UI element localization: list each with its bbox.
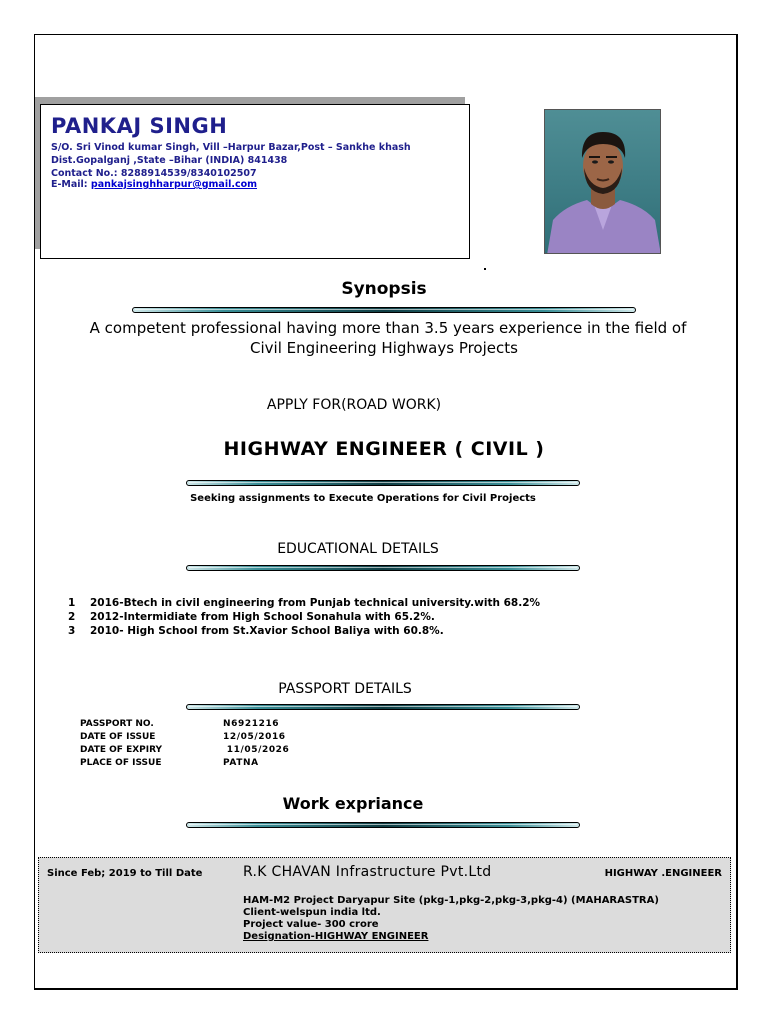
- list-item-number: 3: [68, 625, 76, 637]
- list-item-number: 1: [68, 597, 76, 609]
- profile-photo: [544, 109, 661, 254]
- work-period: Since Feb; 2019 to Till Date: [47, 868, 203, 879]
- list-item-number: 2: [68, 611, 76, 623]
- synopsis-line-2: Civil Engineering Highways Projects: [250, 339, 518, 357]
- work-role: HIGHWAY .ENGINEER: [604, 868, 722, 879]
- work-company: R.K CHAVAN Infrastructure Pvt.Ltd: [243, 864, 492, 880]
- email-label: E-Mail:: [51, 179, 88, 190]
- synopsis-heading: Synopsis: [341, 279, 427, 299]
- education-divider: [186, 565, 580, 571]
- synopsis-divider: [132, 307, 636, 313]
- passport-label: PASSPORT NO.: [80, 719, 154, 729]
- list-item-text: 2010- High School from St.Xavior School Baliya with 60.8%.: [90, 625, 444, 637]
- candidate-name: PANKAJ SINGH: [51, 114, 228, 138]
- email-link[interactable]: pankajsinghharpur@gmail.com: [90, 179, 258, 190]
- work-heading: Work expriance: [282, 794, 424, 813]
- work-divider: [186, 822, 580, 828]
- passport-row: [80, 744, 289, 757]
- contact-number: 8288914539/8340102507: [120, 168, 257, 179]
- position-divider: [186, 480, 580, 486]
- passport-heading: PASSPORT DETAILS: [278, 681, 412, 697]
- education-list: [68, 596, 540, 638]
- work-designation: Designation-HIGHWAY ENGINEER: [243, 931, 429, 942]
- email-line: [51, 178, 469, 191]
- passport-value: 12/05/2016: [223, 732, 286, 742]
- passport-value: 11/05/2026: [223, 745, 290, 755]
- list-item-text: 2012-Intermidiate from High School Sonahula with 65.2%.: [90, 611, 435, 623]
- seeking-text: Seeking assignments to Execute Operations for Civil Projects: [190, 493, 536, 504]
- list-item-text: 2016-Btech in civil engineering from Punjab technical university.with 68.2%: [90, 597, 541, 609]
- passport-label: PLACE OF ISSUE: [80, 758, 162, 768]
- work-experience-box: [38, 857, 731, 953]
- apply-for-label: APPLY FOR(ROAD WORK): [266, 397, 442, 413]
- passport-details: [80, 718, 289, 770]
- list-item: [68, 596, 540, 610]
- work-value: Project value- 300 crore: [243, 919, 379, 930]
- work-client: Client-welspun india ltd.: [243, 907, 381, 918]
- passport-row: [80, 731, 289, 744]
- education-heading: EDUCATIONAL DETAILS: [277, 541, 439, 557]
- profile-photo-image: [545, 110, 661, 254]
- stray-dot: [484, 268, 486, 270]
- passport-row: [80, 718, 289, 731]
- synopsis-line-1: A competent professional having more than 3.5 years experience in the field of: [89, 319, 687, 337]
- address-line-1: S/O. Sri Vinod kumar Singh, Vill –Harpur Bazar,Post – Sankhe khash: [51, 142, 411, 153]
- address-line-2: Dist.Gopalganj ,State –Bihar (INDIA) 841438: [51, 155, 288, 166]
- contact-label: Contact No.:: [51, 168, 118, 179]
- passport-label: DATE OF ISSUE: [80, 732, 156, 742]
- work-details: [243, 895, 659, 943]
- list-item: [68, 610, 540, 624]
- passport-divider: [186, 704, 580, 710]
- position-title: HIGHWAY ENGINEER ( CIVIL ): [223, 438, 545, 460]
- passport-value: PATNA: [223, 758, 259, 768]
- work-project: HAM-M2 Project Daryapur Site (pkg-1,pkg-2,pkg-3,pkg-4) (MAHARASTRA): [243, 895, 659, 906]
- passport-label: DATE OF EXPIRY: [80, 745, 163, 755]
- passport-value: N6921216: [223, 719, 280, 729]
- list-item: [68, 624, 540, 638]
- passport-row: [80, 757, 289, 770]
- header-box: [40, 104, 470, 259]
